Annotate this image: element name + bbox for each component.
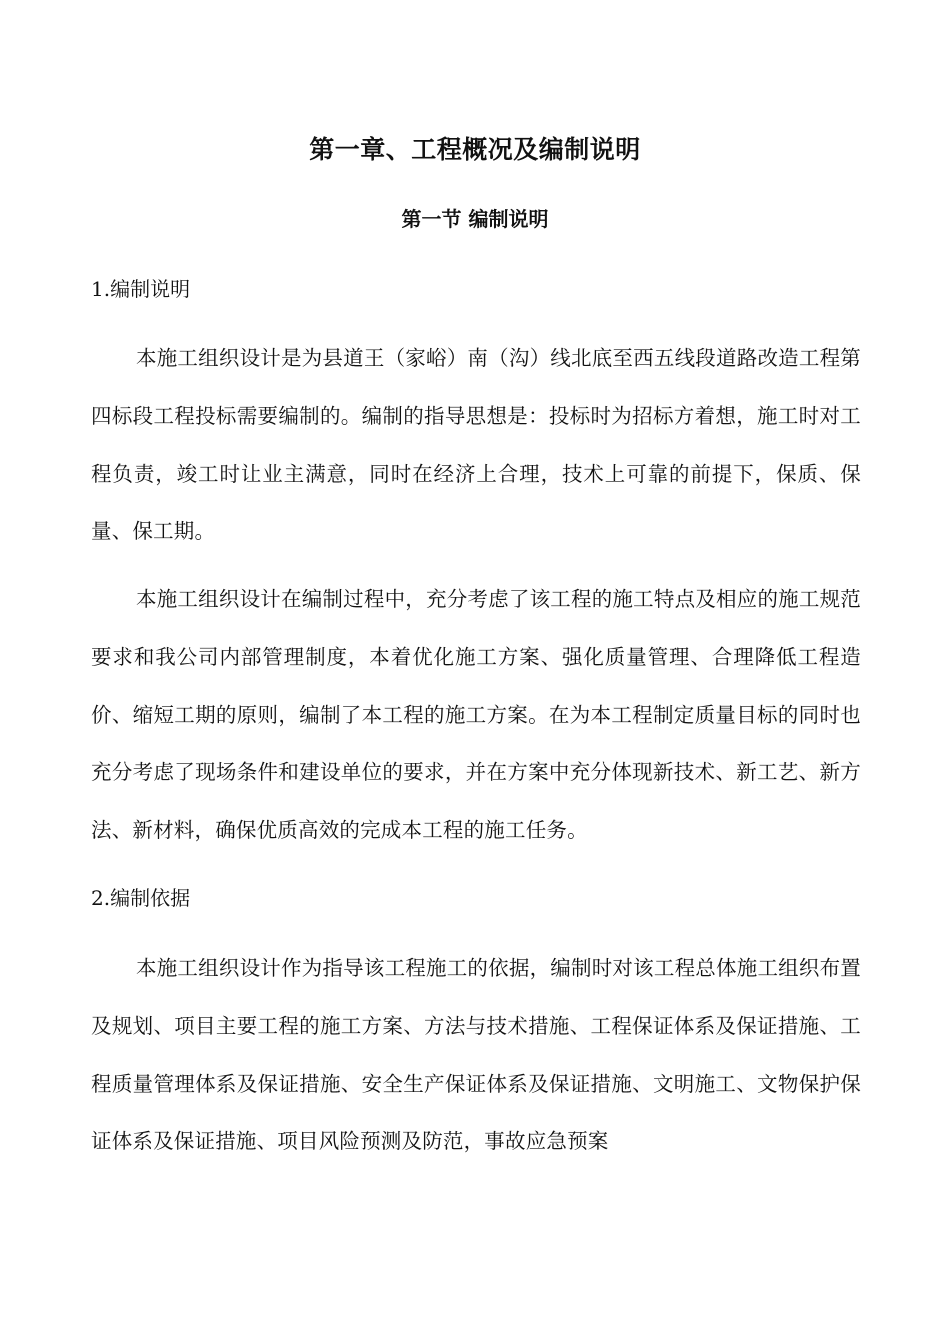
subsection-heading-2: 2.编制依据 [91,886,191,910]
paragraph-3: 本施工组织设计作为指导该工程施工的依据，编制时对该工程总体施工组织布置及规划、项目主要工程的施工方案、方法与技术措施、工程保证体系及保证措施、工程质量管理体系及保证措施、安全生产保证体系及保证措施、文明施工、文物保护保证体系及保证措施、项目风险预测及防范，事故应急预案 [91,956,861,1154]
paragraph-2: 本施工组织设计在编制过程中，充分考虑了该工程的施工特点及相应的施工规范要求和我公司内部管理制度，本着优化施工方案、强化质量管理、合理降低工程造价、缩短工期的原则，编制了本工程的施工方案。在为本工程制定质量目标的同时也充分考虑了现场条件和建设单位的要求，并在方案中充分体现新技术、新工艺、新方法、新材料，确保优质高效的完成本工程的施工任务。 [91,587,861,843]
subsection-heading-1: 1.编制说明 [91,277,191,301]
paragraph-1: 本施工组织设计是为县道王（家峪）南（沟）线北底至西五线段道路改造工程第四标段工程投标需要编制的。编制的指导思想是：投标时为招标方着想，施工时对工程负责，竣工时让业主满意，同时在经济上合理，技术上可靠的前提下，保质、保量、保工期。 [91,346,861,544]
section-title: 第一节 编制说明 [401,207,549,231]
chapter-title: 第一章、工程概况及编制说明 [309,135,641,164]
